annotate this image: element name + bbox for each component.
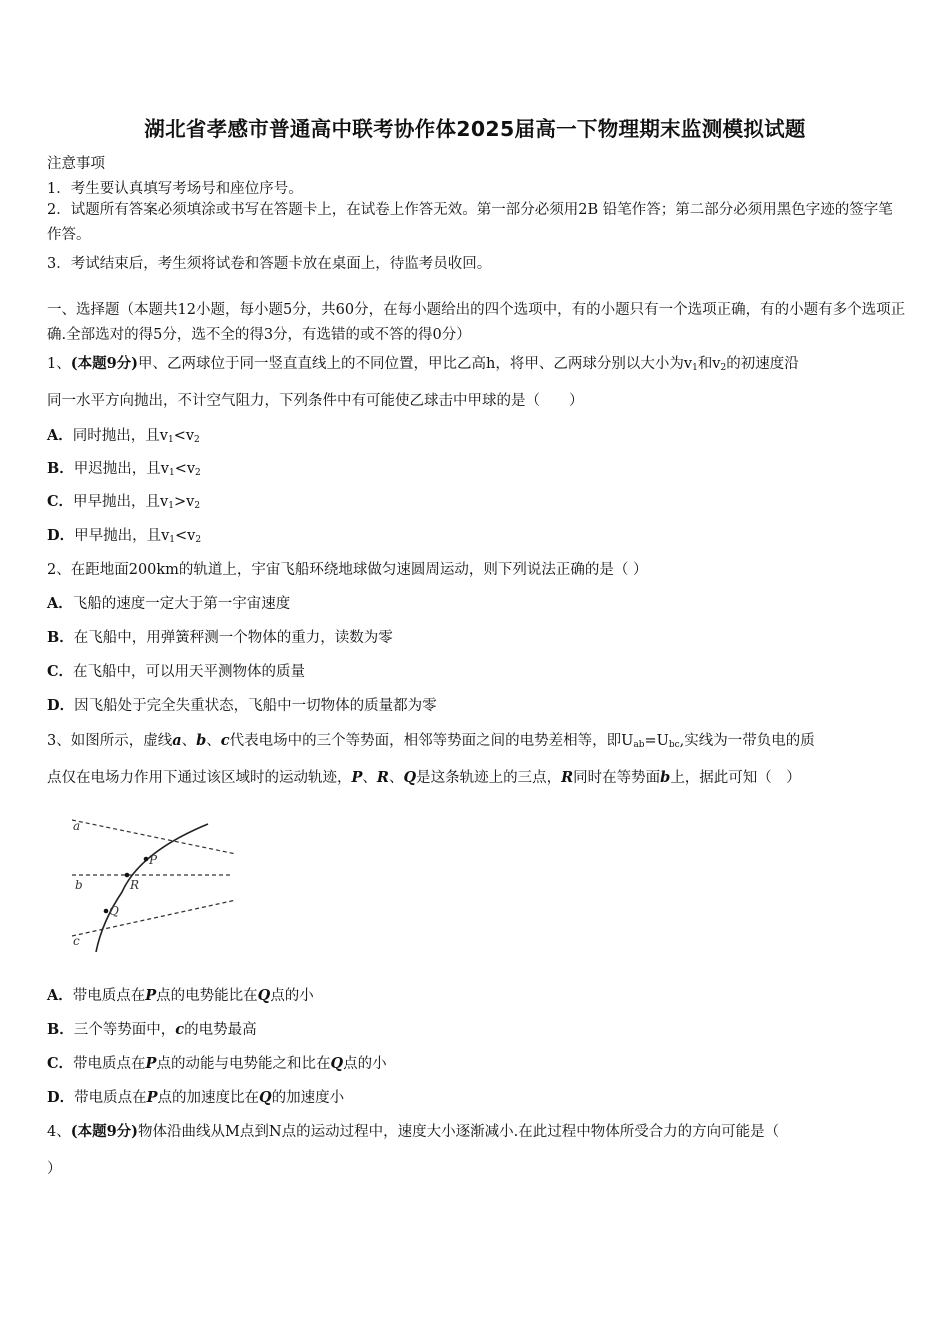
option-text: 的加速度小 xyxy=(271,1090,345,1106)
question-4-stem xyxy=(47,1120,907,1141)
question-3-stem-2: 点仅在电场力作用下通过该区域时的运动轨迹，P、R、Q是这条轨迹上的三点，R同时在等势面b上，据此可知（ ） xyxy=(47,769,801,786)
trajectory-curve xyxy=(96,824,208,952)
equipotential-line-a xyxy=(72,820,236,854)
option-text: 甲早抛出，且v xyxy=(74,528,170,544)
question-3-text: 是这条轨迹上的三点， xyxy=(416,770,562,786)
subscript: 2 xyxy=(194,501,201,511)
label-c: c xyxy=(73,934,80,948)
symbol-b: b xyxy=(196,732,207,749)
option-label: D． xyxy=(47,1089,75,1106)
page-title: 湖北省孝感市普通高中联考协作体2025届高一下物理期末监测模拟试题 xyxy=(144,117,806,141)
label-p: P xyxy=(149,853,158,867)
subscript: 2 xyxy=(720,363,727,373)
question-2-option-c[interactable] xyxy=(47,660,907,681)
label-b: b xyxy=(75,878,83,892)
question-1-option-a[interactable] xyxy=(47,424,907,445)
question-3-option-d[interactable] xyxy=(47,1086,907,1107)
subscript: 1 xyxy=(692,363,698,373)
equipotential-figure xyxy=(70,812,240,957)
option-text: 带电质点在 xyxy=(74,1090,147,1106)
option-label: A． xyxy=(47,595,73,612)
symbol: P xyxy=(145,1055,157,1072)
point-p xyxy=(144,857,149,862)
label-q: Q xyxy=(109,904,119,918)
notice-item-2: 2．试题所有答案必须填涂或书写在答题卡上，在试卷上作答无效。第一部分必须用2B 铅笔作答；第二部分必须用黑色字迹的签字笔作答。 xyxy=(47,202,893,243)
option-text: <v xyxy=(175,528,196,544)
question-3-option-c[interactable] xyxy=(47,1052,907,1073)
option-text: 点的小 xyxy=(270,988,314,1004)
symbol: Q xyxy=(258,1089,272,1106)
option-label: C． xyxy=(47,493,74,510)
symbol: Q xyxy=(257,987,271,1004)
subscript: 2 xyxy=(195,535,202,545)
question-3-text: =U xyxy=(644,733,669,749)
section-header: 一、选择题（本题共12小题，每小题5分，共60分，在每小题给出的四个选项中，有的小题只有一个选项正确，有的小题有多个选项正确.全部选对的得5分，选不全的得3分，有选错的或不答的得0分） xyxy=(47,302,906,343)
question-4-score: (本题9分) xyxy=(70,1123,139,1140)
option-text: 在飞船中，用弹簧秤测一个物体的重力，读数为零 xyxy=(73,630,393,646)
question-1-number: 1、 xyxy=(47,356,71,372)
question-3-text: ,实线为一带负电的质 xyxy=(679,733,815,749)
option-text: 三个等势面中， xyxy=(73,1022,176,1038)
question-3-stem xyxy=(47,729,907,750)
option-text: 因飞船处于完全失重状态，飞船中一切物体的质量都为零 xyxy=(74,698,437,714)
question-1-text-a: 甲、乙两球位于同一竖直直线上的不同位置，甲比乙高h，将甲、乙两球分别以大小为v xyxy=(138,356,693,372)
notice-heading: 注意事项 xyxy=(47,156,105,172)
symbol-r: R xyxy=(376,769,389,786)
subscript: 1 xyxy=(168,501,174,511)
question-3-text: 同时在等势面 xyxy=(573,770,661,786)
question-1-text-c: 的初速度沿 xyxy=(726,356,799,372)
subscript: 1 xyxy=(167,435,174,445)
notice-item-1: 1．考生要认真填写考场号和座位序号。 xyxy=(47,181,303,197)
subscript: 2 xyxy=(195,468,201,478)
option-text: 在飞船中，可以用天平测物体的质量 xyxy=(73,664,306,680)
option-text: >v xyxy=(173,494,195,510)
question-2-option-b[interactable] xyxy=(47,626,907,647)
notice-item-3: 3．考试结束后，考生须将试卷和答题卡放在桌面上，待监考员收回。 xyxy=(47,256,492,272)
option-label: B． xyxy=(47,460,74,477)
label-a: a xyxy=(73,819,81,833)
equipotential-line-c xyxy=(72,900,236,936)
symbol: Q xyxy=(330,1055,344,1072)
separator: 、 xyxy=(181,733,197,749)
option-label: B． xyxy=(47,1021,74,1038)
question-3-text: 3、如图所示，虚线 xyxy=(47,733,173,749)
option-text: 带电质点在 xyxy=(73,1056,146,1072)
option-label: A． xyxy=(47,427,73,444)
label-r: R xyxy=(130,878,140,892)
question-1-text-b: 和v xyxy=(697,356,721,372)
option-label: C． xyxy=(47,1055,74,1072)
option-label: A． xyxy=(47,987,73,1004)
question-1-option-d[interactable] xyxy=(47,524,907,545)
question-4-text: 物体沿曲线从M点到N点的运动过程中，速度大小逐渐减小.在此过程中物体所受合力的方向可能是（ xyxy=(138,1124,780,1140)
symbol: c xyxy=(175,1021,185,1038)
option-label: D． xyxy=(47,697,75,714)
question-2-stem: 2、在距地面200km的轨道上，宇宙飞船环绕地球做匀速圆周运动，则下列说法正确的是（ ） xyxy=(47,562,648,578)
question-2-option-a[interactable] xyxy=(47,592,907,613)
option-text: <v xyxy=(174,461,196,477)
option-text: 点的动能与电势能之和比在 xyxy=(156,1056,331,1072)
question-3-text: 代表电场中的三个等势面，相邻等势面之间的电势差相等，即U xyxy=(229,733,634,749)
option-text: 带电质点在 xyxy=(72,988,146,1004)
symbol: P xyxy=(145,987,157,1004)
question-1-option-c[interactable] xyxy=(47,490,907,511)
question-1-stem xyxy=(47,352,907,373)
subscript: 2 xyxy=(194,435,200,445)
option-text: 飞船的速度一定大于第一宇宙速度 xyxy=(72,596,291,612)
option-text: 点的小 xyxy=(343,1056,387,1072)
option-label: B． xyxy=(47,629,74,646)
option-text: 甲早抛出，且v xyxy=(73,494,169,510)
subscript: ab xyxy=(633,740,645,750)
question-2-option-d[interactable] xyxy=(47,694,907,715)
point-q xyxy=(104,909,109,914)
option-label: D． xyxy=(47,527,75,544)
symbol-a: a xyxy=(172,732,182,749)
subscript: 1 xyxy=(168,468,175,478)
question-1-score: (本题9分) xyxy=(70,355,139,372)
question-4-number: 4、 xyxy=(47,1124,71,1140)
symbol-c: c xyxy=(220,732,230,749)
question-1-stem-2: 同一水平方向抛出，不计空气阻力，下列条件中有可能使乙球击中甲球的是（ ） xyxy=(47,393,584,409)
symbol-r: R xyxy=(561,769,574,786)
option-text: 点的电势能比在 xyxy=(156,988,258,1004)
point-r xyxy=(125,873,130,878)
subscript: 1 xyxy=(169,535,176,545)
question-3-option-a[interactable] xyxy=(47,984,907,1005)
subscript: bc xyxy=(668,740,680,750)
symbol: P xyxy=(146,1089,158,1106)
separator: 、 xyxy=(206,733,221,749)
question-4-stem-2: ） xyxy=(47,1161,62,1177)
question-3-text: 点仅在电场力作用下通过该区域时的运动轨迹， xyxy=(47,770,352,786)
option-text: <v xyxy=(173,428,195,444)
question-3-text: 上，据此可知（ ） xyxy=(670,770,801,786)
option-text: 的电势最高 xyxy=(184,1022,257,1038)
symbol-p: P xyxy=(351,769,363,786)
question-1-option-b[interactable] xyxy=(47,457,907,478)
question-3-option-b[interactable] xyxy=(47,1018,907,1039)
option-text: 点的加速度比在 xyxy=(157,1090,259,1106)
option-label: C． xyxy=(47,663,74,680)
option-text: 甲迟抛出，且v xyxy=(73,461,169,477)
option-text: 同时抛出，且v xyxy=(72,428,168,444)
symbol-b: b xyxy=(660,769,671,786)
symbol-q: Q xyxy=(403,769,417,786)
